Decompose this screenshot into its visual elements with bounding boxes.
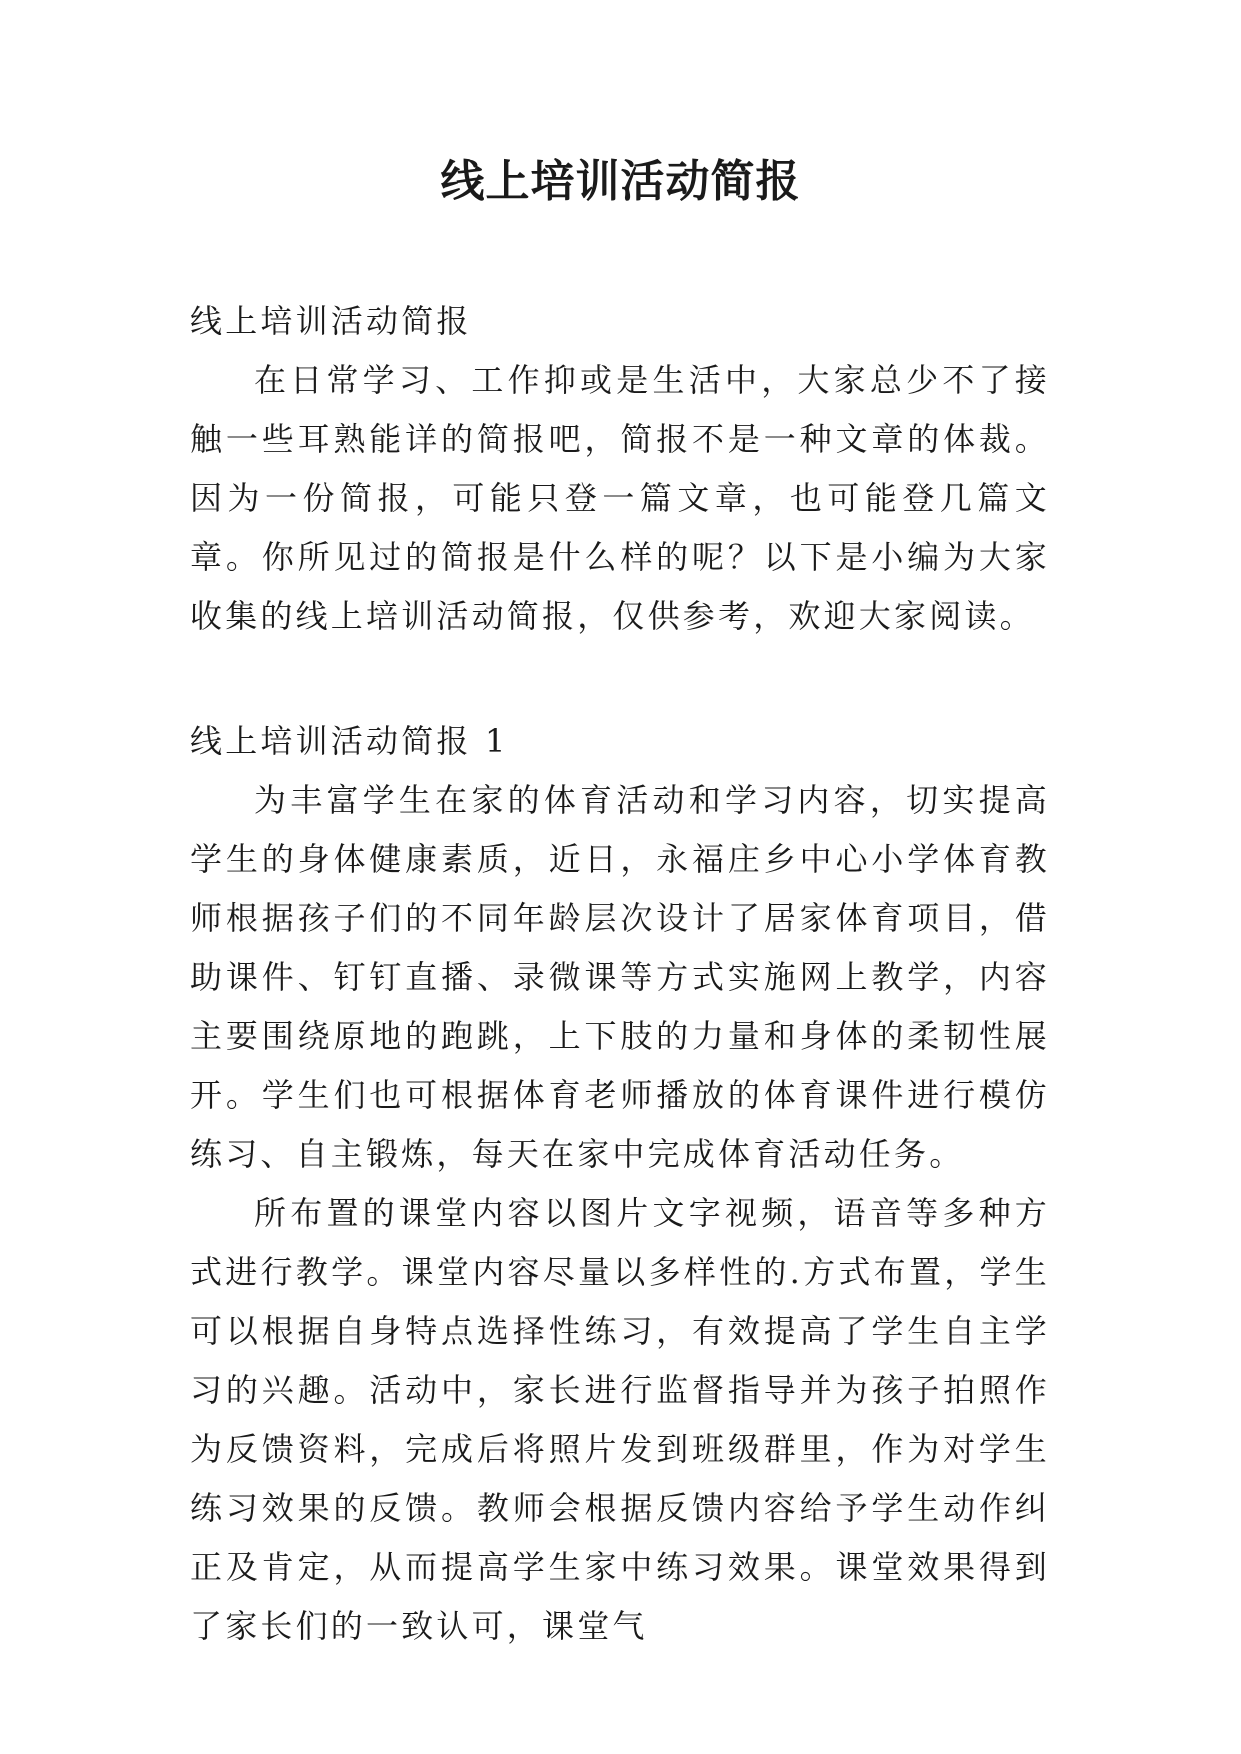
section1-paragraph-2: 所布置的课堂内容以图片文字视频，语音等多种方式进行教学。课堂内容尽量以多样性的.方式布置，学生可以根据自身特点选择性练习，有效提高了学生自主学习的兴趣。活动中，家长进行监督指导并为孩子拍照作为反馈资料，完成后将照片发到班级群里，作为对学生练习效果的反馈。教师会根据反馈内容给予学生动作纠正及肯定，从而提高学生家中练习效果。课堂效果得到了家长们的一致认可，课堂气 xyxy=(190,1194,1050,1645)
section1-heading: 线上培训活动简报 1 xyxy=(190,722,509,760)
section-spacer xyxy=(190,646,1050,712)
section1-paragraph-1: 为丰富学生在家的体育活动和学习内容，切实提高学生的身体健康素质，近日，永福庄乡中心小学体育教师根据孩子们的不同年龄层次设计了居家体育项目，借助课件、钉钉直播、录微课等方式实施网上教学，内容主要围绕原地的跑跳，上下肢的力量和身体的柔韧性展开。学生们也可根据体育老师播放的体育课件进行模仿练习、自主锻炼，每天在家中完成体育活动任务。 xyxy=(190,781,1050,1173)
document-body xyxy=(190,292,1050,1656)
document-title: 线上培训活动简报 xyxy=(440,156,801,207)
intro-paragraph: 在日常学习、工作抑或是生活中，大家总少不了接触一些耳熟能详的简报吧，简报不是一种文章的体裁。因为一份简报，可能只登一篇文章，也可能登几篇文章。你所见过的简报是什么样的呢？以下是小编为大家收集的线上培训活动简报，仅供参考，欢迎大家阅读。 xyxy=(190,361,1050,635)
intro-heading: 线上培训活动简报 xyxy=(190,302,472,340)
